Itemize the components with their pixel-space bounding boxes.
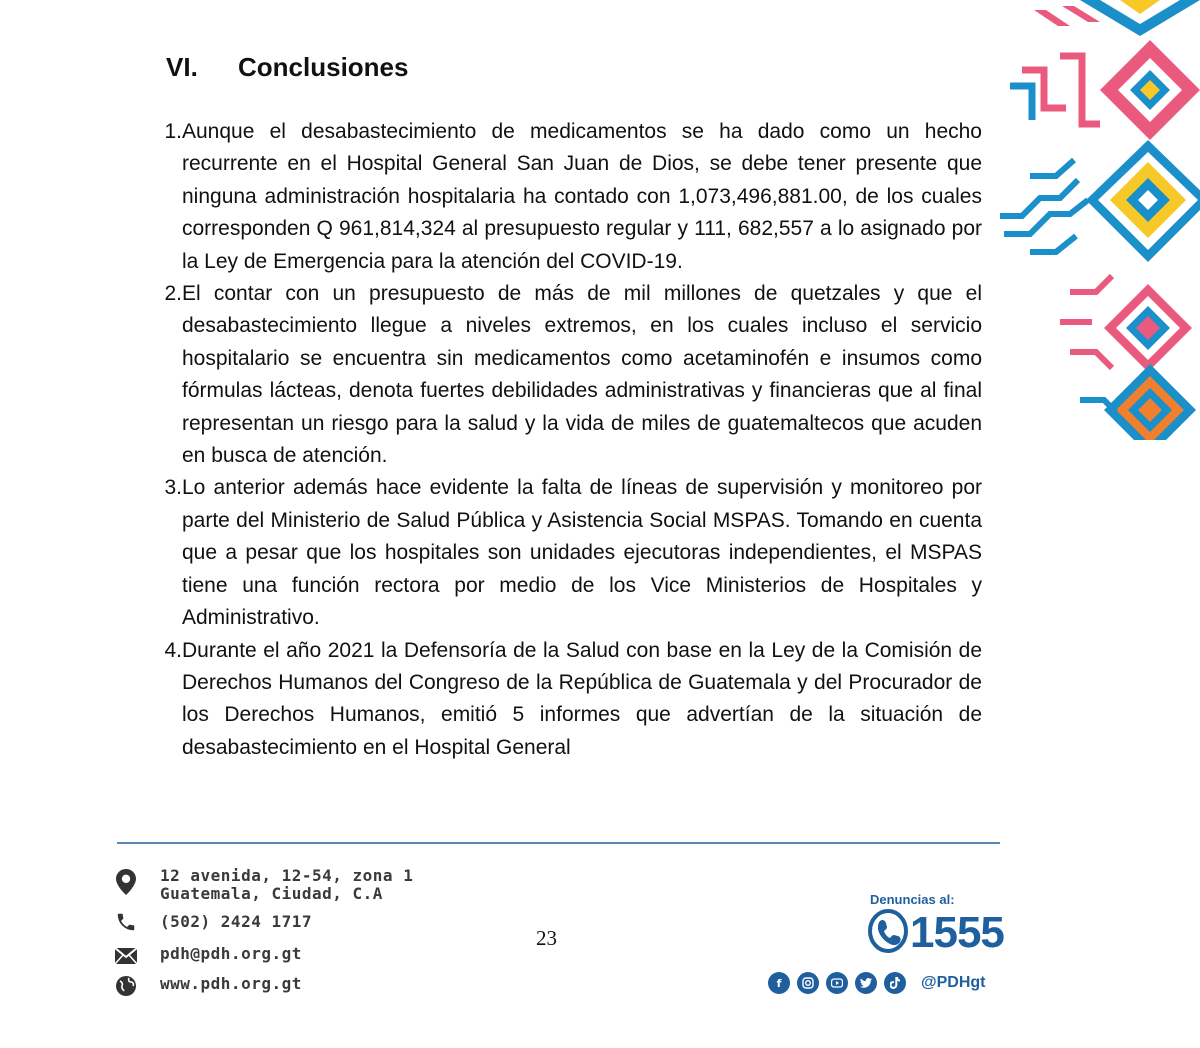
hotline-phone-icon [868, 909, 908, 958]
phone-icon [112, 908, 140, 936]
address-line-2: Guatemala, Ciudad, C.A [160, 884, 383, 903]
conclusion-item [140, 278, 982, 472]
conclusion-item [140, 116, 982, 278]
denuncias-label: Denuncias al: [870, 892, 955, 907]
section-number: VI. [166, 52, 198, 82]
website-link[interactable]: www.pdh.org.gt [160, 974, 302, 993]
youtube-icon[interactable] [826, 972, 848, 994]
email-link[interactable]: pdh@pdh.org.gt [160, 944, 302, 963]
location-pin-icon [112, 868, 140, 896]
decorative-pattern [1000, 0, 1200, 440]
tiktok-icon[interactable] [884, 972, 906, 994]
twitter-icon[interactable] [855, 972, 877, 994]
conclusion-number: 1. [164, 120, 182, 143]
conclusion-number: 2. [164, 282, 182, 306]
conclusion-text: Durante el año 2021 la Defensoría de la Salud con base en la Ley de la Comisión de Derechos Humanos del Congreso de la República de Guatemala y del Procurador de los Derechos Humanos, emitió 5 informes que advertían de la situación de desabastecimiento en el Hospital General [182, 638, 982, 759]
hotline[interactable] [868, 908, 1004, 958]
address-line-1: 12 avenida, 12-54, zona 1 [160, 866, 414, 885]
conclusion-item [140, 472, 982, 634]
conclusion-item [140, 635, 982, 765]
phone-number: (502) 2424 1717 [160, 912, 312, 931]
conclusion-text: Aunque el desabastecimiento de medicamentos se ha dado como un hecho recurrente en el Hospital General San Juan de Dios, se debe tener presente que ninguna administración hospitalaria ha contado con 1,073,496,881.00, de los cuales corresponden Q 961,814,324 al presupuesto regular y 111, 682,557 a lo asignado por la Ley de Emergencia para la atención del COVID-19. [182, 120, 982, 273]
hotline-number: 1555 [910, 908, 1004, 957]
facebook-icon[interactable]: f [768, 972, 790, 994]
conclusions-list [140, 116, 982, 764]
envelope-icon [112, 942, 140, 970]
instagram-icon[interactable] [797, 972, 819, 994]
footer-divider [117, 842, 1000, 844]
conclusion-number: 4. [164, 638, 182, 662]
conclusion-text: Lo anterior además hace evidente la falta de líneas de supervisión y monitoreo por parte del Ministerio de Salud Pública y Asistencia Social MSPAS. Tomando en cuenta que a pesar que los hospitales son unidades ejecutoras independientes, el MSPAS tiene una función rectora por medio de los Vice Ministerios de Hospitales y Administrativo. [182, 476, 982, 630]
social-links [768, 972, 985, 994]
social-handle[interactable]: @PDHgt [921, 974, 986, 991]
section-title: Conclusiones [238, 52, 409, 82]
conclusion-text: El contar con un presupuesto de más de mil millones de quetzales y que el desabastecimiento llegue a niveles extremos, en los cuales incluso el servicio hospitalario se encuentra sin medicamentos como acetaminofén e insumos como fórmulas lácteas, denota fuertes debilidades administrativas y financieras que al final representan un riesgo para la salud y la vida de miles de guatemaltecos que acuden en busca de atención. [182, 282, 982, 468]
conclusion-number: 3. [164, 476, 182, 500]
section-heading [166, 52, 408, 83]
globe-icon [112, 972, 140, 1000]
page-number: 23 [536, 926, 557, 950]
